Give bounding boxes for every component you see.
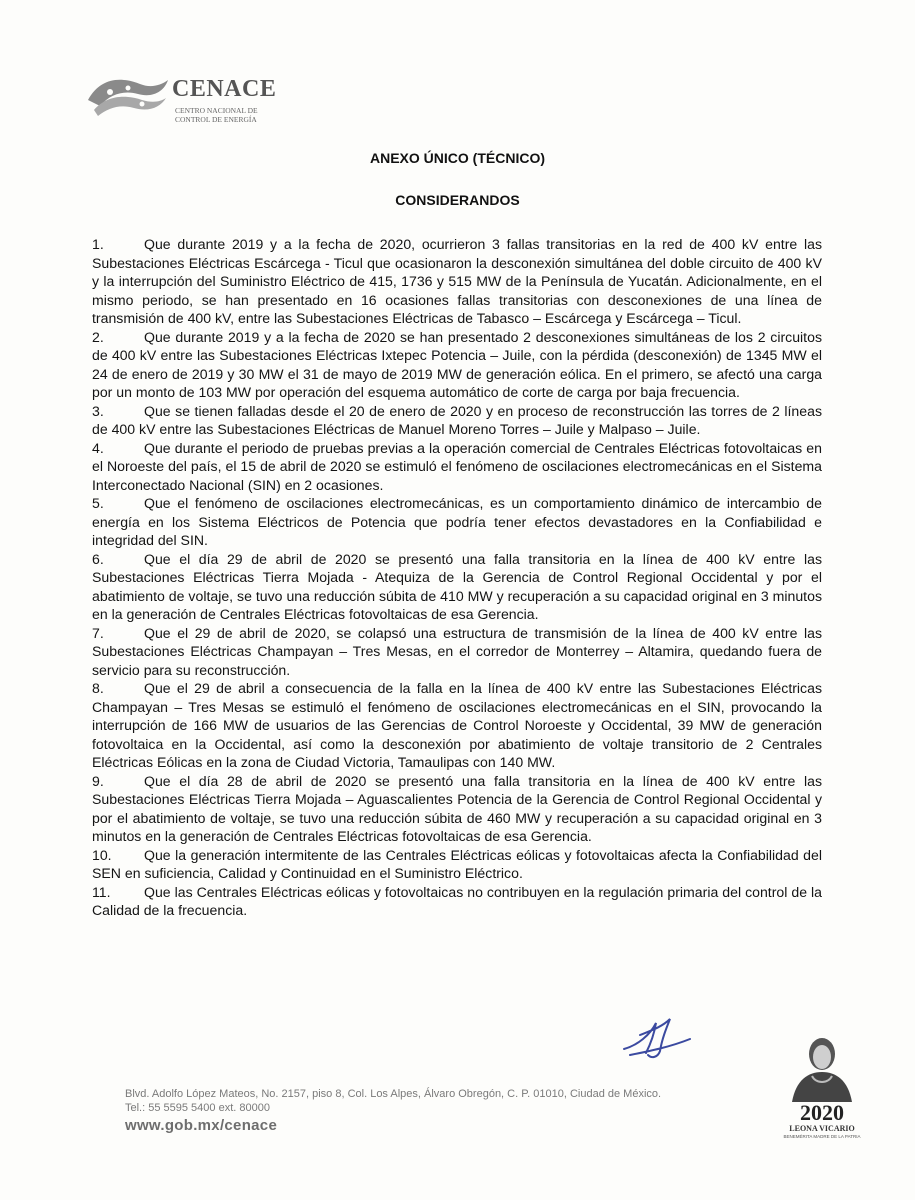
item-number: 9. [92,772,104,789]
list-item [92,235,822,328]
list-item [92,846,822,883]
section-title: CONSIDERANDOS [395,192,520,208]
list-item [92,328,822,402]
item-number: 5. [92,495,104,511]
item-number: 10. [92,846,112,863]
item-number: 1. [92,236,104,252]
item-text: Que las Centrales Eléctricas eólicas y fotovoltaicas no contribuyen en la regulación primaria del control de la Calidad de la frecuencia. [92,883,822,918]
logo-subtitle-line-2: CONTROL DE ENERGÍA [175,115,257,124]
logo-subtitle [175,106,258,124]
item-number: 11. [92,883,111,900]
footer-address: Blvd. Adolfo López Mateos, No. 2157, piso 8, Col. Los Alpes, Álvaro Obregón, C. P. 01010, Ciudad de México. [125,1088,662,1100]
item-number: 3. [92,402,104,419]
list-item [92,624,822,680]
logo-name: CENACE [172,76,277,102]
list-item [92,883,822,920]
item-text: Que el 29 de abril de 2020, se colapsó una estructura de transmisión de la línea de 400 kV entre las Subestaciones Eléctricas Champayan – Tres Mesas, en el corredor de Monterrey – Altamira, quedando fuera de servicio para su reconstrucción. [92,624,822,678]
item-number: 6. [92,550,104,567]
footer-website-link[interactable]: www.gob.mx/cenace [125,1117,278,1134]
leona-vicario-portrait-icon [782,1030,862,1102]
item-number: 2. [92,328,104,345]
item-text: Que el día 29 de abril de 2020 se presentó una falla transitoria en la línea de 400 kV entre las Subestaciones Eléctricas Tierra Mojada - Atequiza de la Gerencia de Control Regional Occidental y por el abatimiento de voltaje, se tuvo una reducción súbita de 410 MW y recuperación a su capacidad original en 3 minutos en la generación de Centrales Eléctricas fotovoltaicas de esa Gerencia. [92,550,822,622]
footer [125,1087,661,1133]
document-title: ANEXO ÚNICO (TÉCNICO) [370,150,545,166]
item-text: Que el fenómeno de oscilaciones electromecánicas, es un comportamiento dinámico de intercambio de energía en los Sistema Eléctricos de Potencia que podría tener efectos devastadores en la Confiabilidad e integridad del SIN. [92,495,822,548]
list-item [92,772,822,846]
footer-phone: Tel.: 55 5595 5400 ext. 80000 [125,1102,270,1114]
item-text: Que durante el periodo de pruebas previas a la operación comercial de Centrales Eléctricas fotovoltaicas en el Noroeste del país, el 15 de abril de 2020 se estimuló el fenómeno de oscilaciones electromecánicas en el Sistema Interconectado Nacional (SIN) en 2 ocasiones. [92,439,822,493]
item-number: 7. [92,624,104,641]
badge-subtitle: BENEMÉRITA MADRE DE LA PATRIA [783,1134,861,1139]
logo-subtitle-line-1: CENTRO NACIONAL DE [175,106,258,115]
badge-year: 2020 [800,1100,844,1125]
list-item [92,402,822,439]
item-text: Que se tienen falladas desde el 20 de enero de 2020 y en proceso de reconstrucción las torres de 2 líneas de 400 kV entre las Subestaciones Eléctricas de Manuel Moreno Torres – Juile y Malpaso – Juile. [92,402,822,437]
list-item [92,494,822,550]
list-item [92,550,822,624]
list-item [92,679,822,772]
cenace-logo [80,70,310,130]
badge-name: LEONA VICARIO [789,1124,855,1133]
item-text: Que durante 2019 y a la fecha de 2020 se han presentado 2 desconexiones simultáneas de los 2 circuitos de 400 kV entre las Subestaciones Eléctricas Ixtepec Potencia – Juile, con la pérdida (desconexión) de 1345 MW el 24 de enero de 2019 y 30 MW el 31 de mayo de 2019 MW de generación eólica. En el primero, se afectó una carga por un monto de 103 MW por operación del esquema automático de corte de carga por baja frecuencia. [92,328,822,400]
list-item [92,439,822,495]
item-number: 4. [92,439,104,456]
signature-icon [610,1005,700,1065]
item-text: Que la generación intermitente de las Centrales Eléctricas eólicas y fotovoltaicas afecta la Confiabilidad del SEN en suficiencia, Calidad y Continuidad en el Suministro Eléctrico. [92,846,822,881]
item-text: Que durante 2019 y a la fecha de 2020, ocurrieron 3 fallas transitorias en la red de 400 kV entre las Subestaciones Eléctricas Escárcega - Ticul que ocasionaron la desconexión simultánea del doble circuito de 400 kV y la interrupción del Suministro Eléctrico de 415, 1736 y 515 MW de la Península de Yucatán. Adicionalmente, en el mismo periodo, se han presentado en 16 ocasiones fallas transitorias con desconexiones de una línea de transmisión de 400 kV, entre las Subestaciones Eléctricas de Tabasco – Escárcega y Escárcega – Ticul. [92,236,822,326]
item-text: Que el día 28 de abril de 2020 se presentó una falla transitoria en la línea de 400 kV entre las Subestaciones Eléctricas Tierra Mojada – Aguascalientes Potencia de la Gerencia de Control Regional Occidental y por el abatimiento de voltaje, se tuvo una reducción súbita de 460 MW y recuperación a su capacidad original en 3 minutos en la generación de Centrales Eléctricas fotovoltaicas de esa Gerencia. [92,772,822,844]
item-number: 8. [92,680,104,696]
cenace-emblem-icon [80,70,172,120]
item-text: Que el 29 de abril a consecuencia de la falla en la línea de 400 kV entre las Subestaciones Eléctricas Champayan – Tres Mesas se estimuló el fenómeno de oscilaciones electromecánicas en el SIN, provocando la interrupción de 166 MW de usuarios de las Gerencias de Control Noroeste y Occidental, 39 MW de generación fotovoltaica en la Occidental, así como la desconexión por abatimiento de voltaje transitorio de 2 Centrales Eléctricas Eólicas en la zona de Ciudad Victoria, Tamaulipas con 140 MW. [92,680,822,770]
considerandos-list [92,235,822,920]
